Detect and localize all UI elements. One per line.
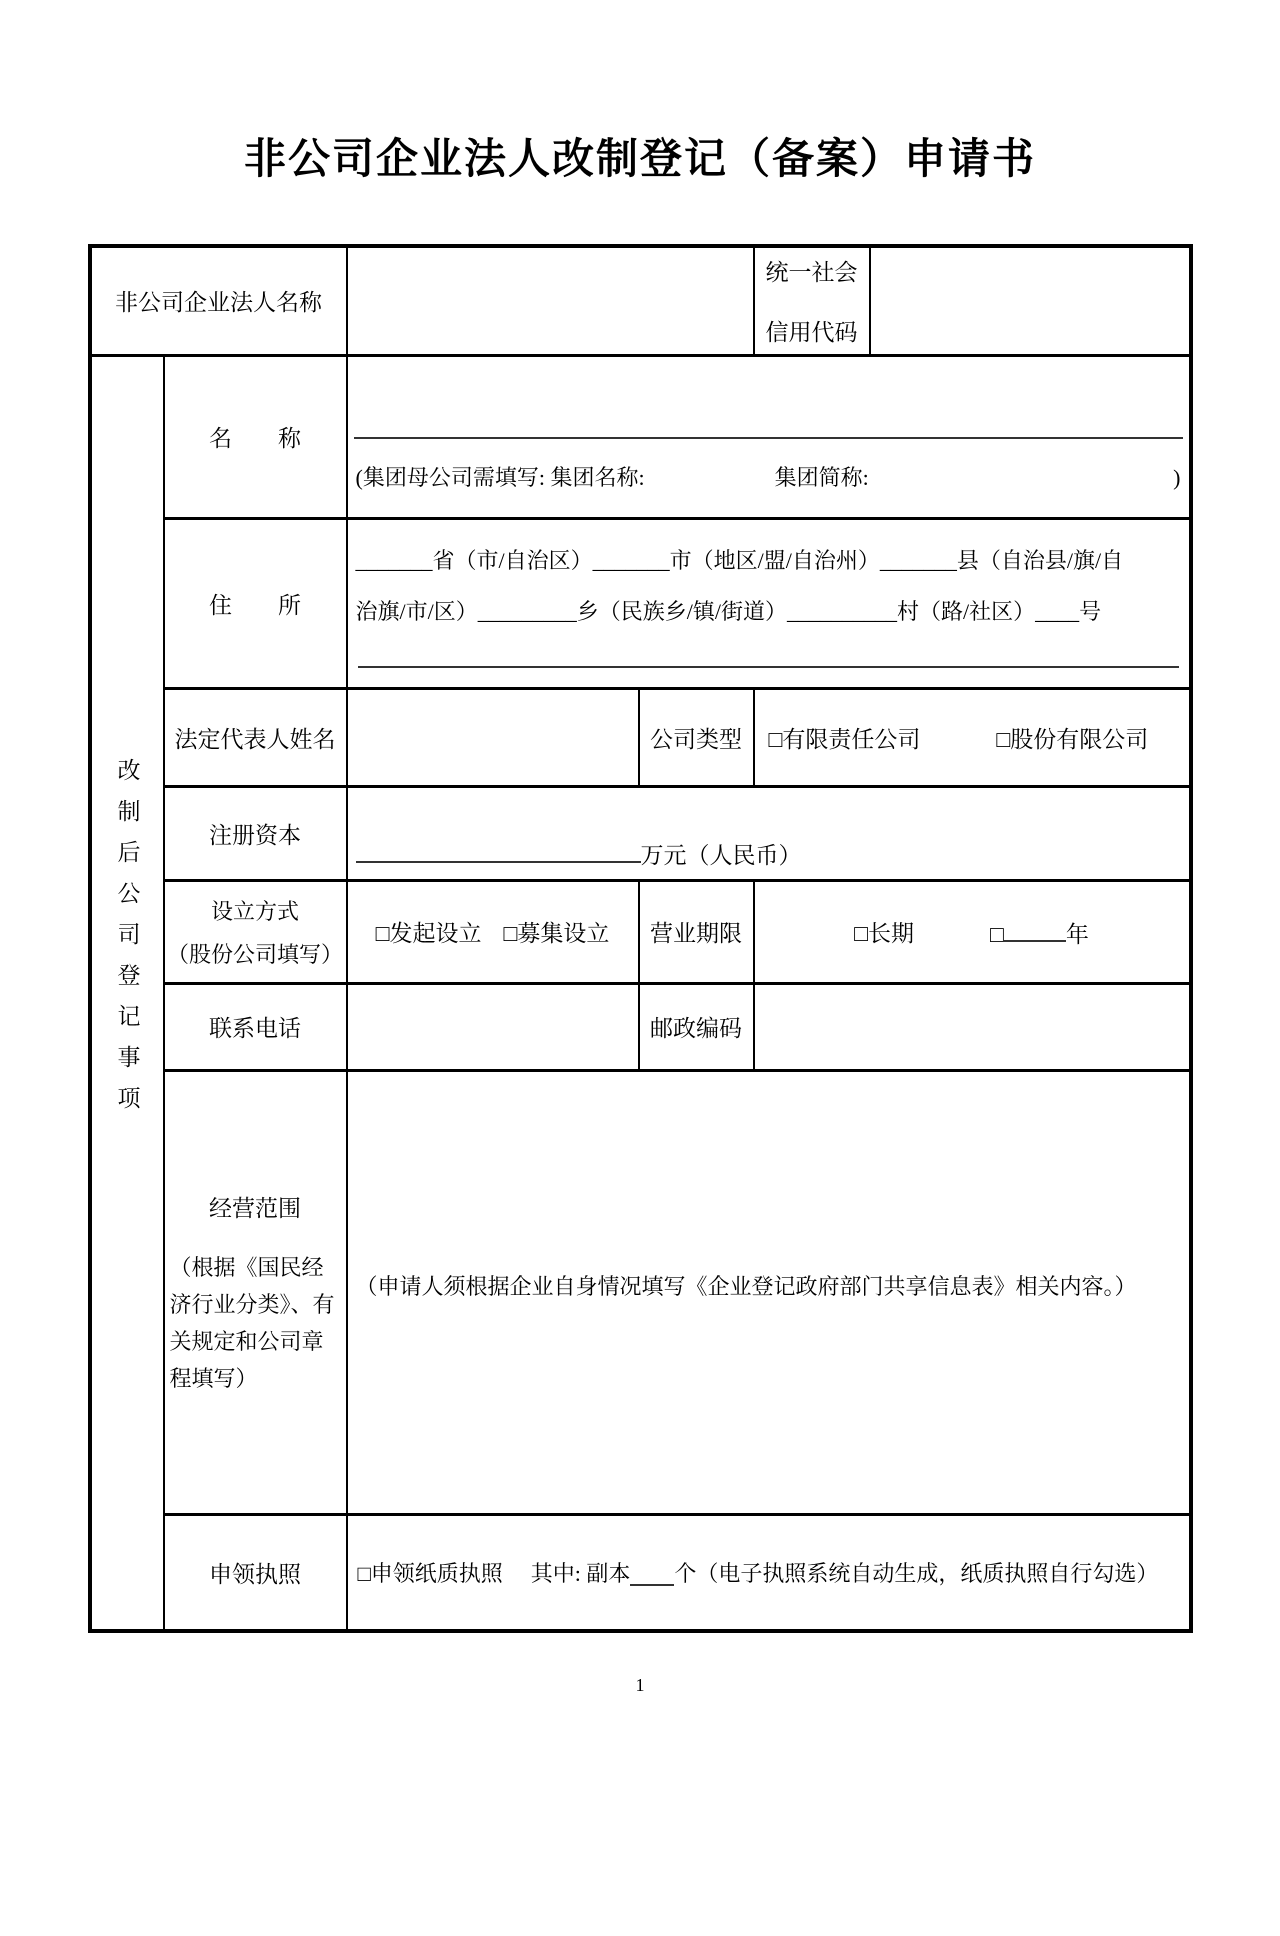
- company-type-option-joint-stock[interactable]: □股份有限公司: [996, 726, 1149, 752]
- establishment-label: [164, 880, 347, 983]
- page-number: 1: [635, 1675, 645, 1695]
- header-row: [90, 246, 1191, 355]
- name-cell: [347, 355, 1191, 518]
- legal-rep-field[interactable]: [347, 688, 639, 786]
- contact-row: [90, 983, 1191, 1070]
- establishment-row: [90, 880, 1191, 983]
- application-form-table: [88, 244, 1193, 1633]
- address-label: 住 所: [164, 518, 347, 688]
- form-title: 非公司企业法人改制登记（备案）申请书: [243, 137, 1036, 183]
- group-close-paren: ): [1173, 464, 1181, 490]
- business-term-option-years[interactable]: [990, 914, 1089, 949]
- business-term-years-fill[interactable]: [1004, 914, 1066, 942]
- business-term-label: 营业期限: [639, 880, 754, 983]
- establishment-option-offer[interactable]: □募集设立: [503, 921, 610, 946]
- business-scope-row: [90, 1070, 1191, 1514]
- business-scope-label-note: （根据《国民经济行业分类》、有关规定和公司章程填写）: [169, 1254, 335, 1391]
- group-abbr-label: 集团简称:: [774, 464, 869, 490]
- registered-capital-cell: [347, 786, 1191, 880]
- business-term-years-suffix: 年: [1065, 922, 1089, 947]
- address-line1: _______省（市/自治区）_______市（地区/盟/自治州）_______县（自治县/旗/自: [355, 547, 1124, 573]
- business-term-option-long[interactable]: □长期: [854, 921, 914, 946]
- legal-rep-label: 法定代表人姓名: [164, 688, 347, 786]
- registered-capital-fill-line[interactable]: [356, 835, 641, 863]
- address-line2: 治旗/市/区）_________乡（民族乡/镇/街道）__________村（路/社区）____号: [355, 598, 1102, 624]
- section-label: 改制后公司登记事项: [114, 758, 140, 1128]
- section-label-cell: [90, 355, 164, 1631]
- registered-capital-row: [90, 786, 1191, 880]
- company-type-label: 公司类型: [639, 688, 754, 786]
- license-cell: [347, 1514, 1191, 1631]
- registered-capital-unit: 万元（人民币）: [640, 842, 802, 868]
- entity-name-label: 非公司企业法人名称: [90, 246, 347, 355]
- business-scope-cell[interactable]: [347, 1070, 1191, 1514]
- name-row: [90, 355, 1191, 518]
- registered-capital-label: 注册资本: [164, 786, 347, 880]
- license-copies-fill[interactable]: [630, 1558, 674, 1586]
- company-type-option-limited[interactable]: □有限责任公司: [768, 726, 921, 752]
- business-term-years-checkbox: □: [990, 922, 1004, 947]
- license-label: 申领执照: [164, 1514, 347, 1631]
- business-scope-bottom-note: （申请人须根据企业自身情况填写《企业登记政府部门共享信息表》相关内容。）: [355, 1273, 1137, 1299]
- business-term-options: [754, 880, 1191, 983]
- credit-code-label-line2: 信用代码: [765, 320, 858, 346]
- phone-label: 联系电话: [164, 983, 347, 1070]
- establishment-options: [347, 880, 639, 983]
- address-cell: [347, 518, 1191, 688]
- address-fill-line[interactable]: [358, 666, 1179, 668]
- license-option-paper[interactable]: □申领纸质执照: [357, 1560, 503, 1586]
- license-copies-prefix: 其中: 副本: [530, 1560, 631, 1586]
- postal-code-field[interactable]: [754, 983, 1191, 1070]
- establishment-option-sponsor[interactable]: □发起设立: [375, 921, 482, 946]
- credit-code-field[interactable]: [870, 246, 1191, 355]
- establishment-label-line2: （股份公司填写）: [166, 941, 343, 967]
- address-row: [90, 518, 1191, 688]
- entity-name-field[interactable]: [347, 246, 754, 355]
- legal-rep-row: [90, 688, 1191, 786]
- group-note-prefix: (集团母公司需填写: 集团名称:: [355, 464, 645, 490]
- postal-code-label: 邮政编码: [639, 983, 754, 1070]
- name-label: 名 称: [164, 355, 347, 518]
- credit-code-label: [754, 246, 870, 355]
- name-fill-line[interactable]: [354, 437, 1183, 439]
- license-copies-suffix: 个（电子执照系统自动生成，纸质执照自行勾选）: [674, 1560, 1159, 1586]
- business-scope-label: 经营范围: [209, 1195, 301, 1221]
- credit-code-label-line1: 统一社会: [765, 260, 858, 286]
- company-type-options: [754, 688, 1191, 786]
- establishment-label-line1: 设立方式: [210, 898, 299, 924]
- license-row: [90, 1514, 1191, 1631]
- business-scope-label-cell: [164, 1070, 347, 1514]
- phone-field[interactable]: [347, 983, 639, 1070]
